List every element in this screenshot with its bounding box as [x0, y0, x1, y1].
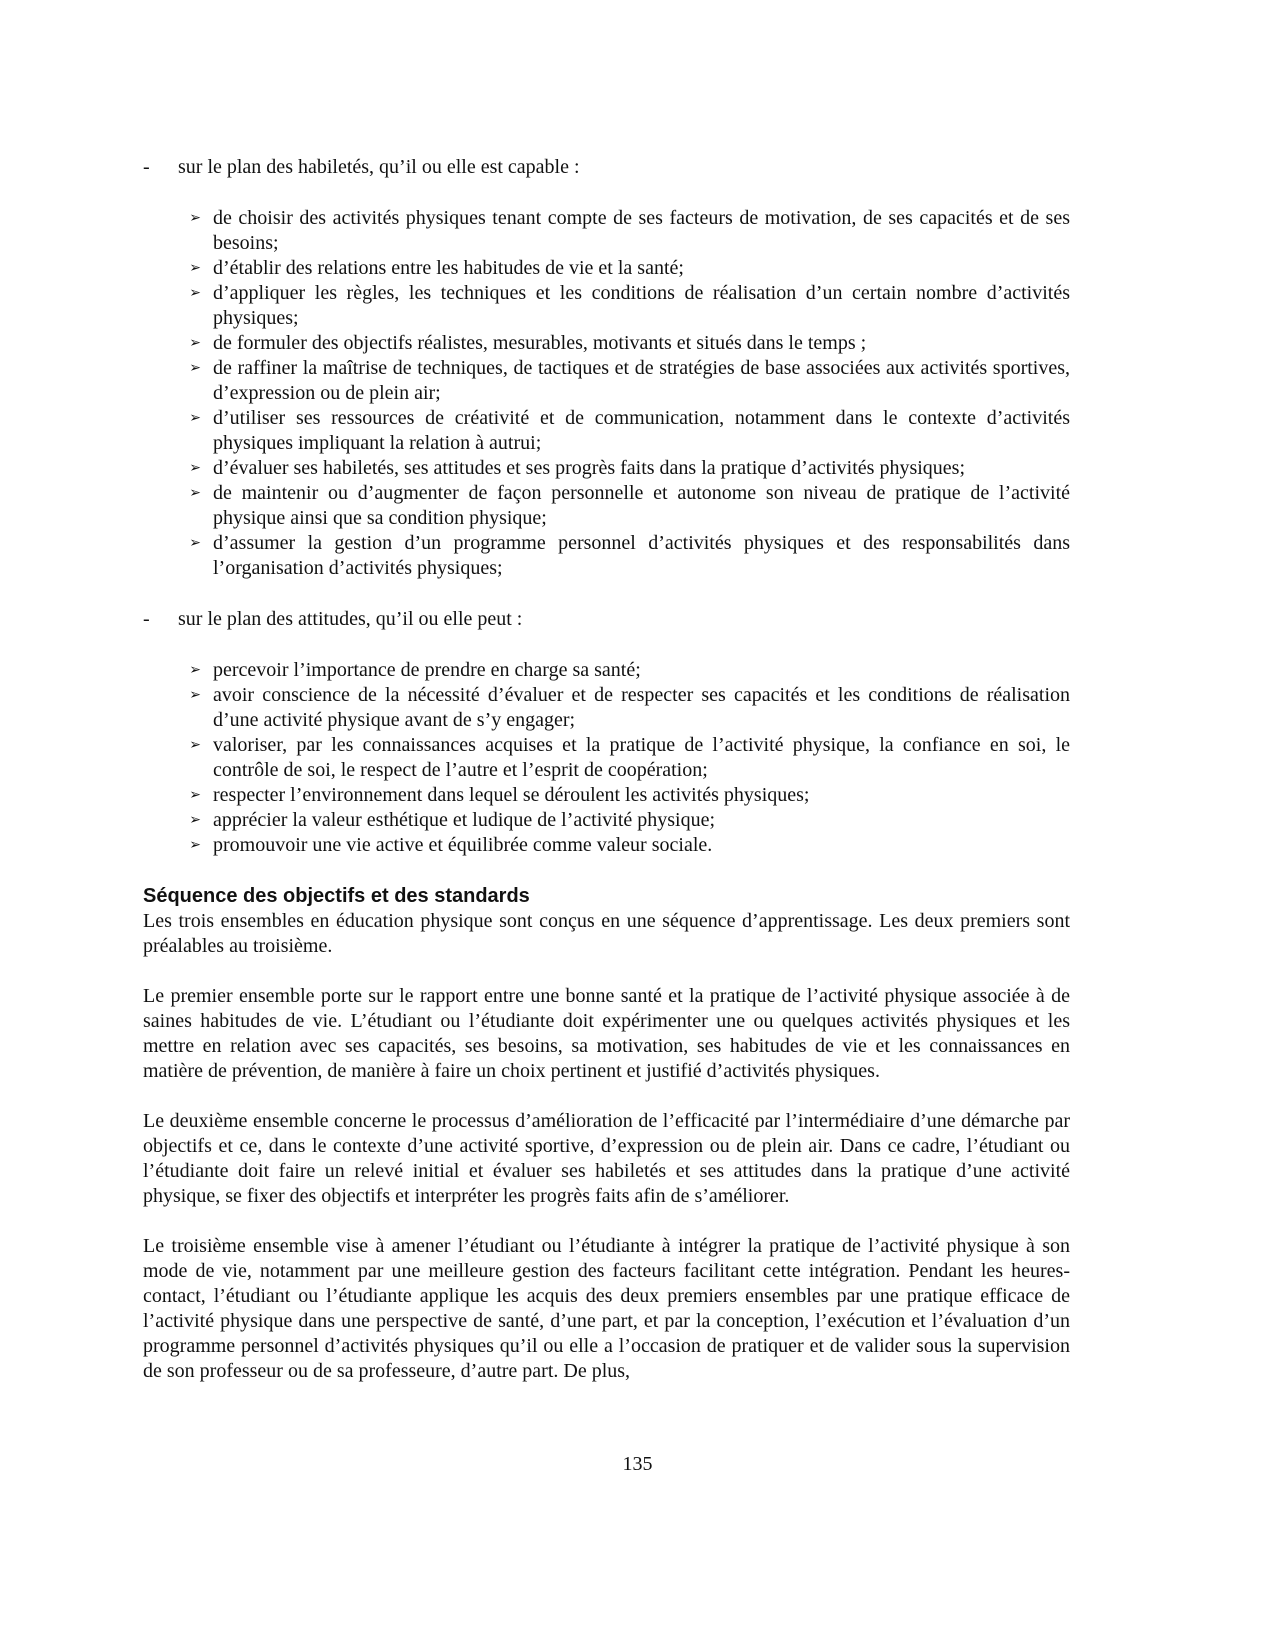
dash-marker: -: [143, 156, 150, 178]
list-item-text: d’utiliser ses ressources de créativité et de communication, notamment dans le contexte d’activités physiques impliquant la relation à autrui;: [213, 407, 1070, 454]
list-item: [143, 658, 1070, 683]
bullet-list: [143, 206, 1070, 581]
arrow-bullet-icon: ➢: [189, 687, 201, 703]
list-item: [143, 808, 1070, 833]
arrow-bullet-icon: ➢: [189, 210, 201, 226]
arrow-bullet-icon: ➢: [189, 837, 201, 853]
list-item: [143, 733, 1070, 783]
page-content: [143, 155, 1070, 1409]
list-item: [143, 331, 1070, 356]
list-item-text: percevoir l’importance de prendre en charge sa santé;: [213, 659, 641, 681]
list-intro-text: sur le plan des attitudes, qu’il ou elle peut :: [178, 608, 523, 630]
list-item-text: de raffiner la maîtrise de techniques, de tactiques et de stratégies de base associées aux activités sportives, d’expression ou de plein air;: [213, 357, 1070, 404]
list-item-text: d’établir des relations entre les habitudes de vie et la santé;: [213, 257, 684, 279]
arrow-bullet-icon: ➢: [189, 460, 201, 476]
arrow-bullet-icon: ➢: [189, 737, 201, 753]
list-item-text: de formuler des objectifs réalistes, mesurables, motivants et situés dans le temps ;: [213, 332, 867, 354]
bullet-list: [143, 658, 1070, 858]
arrow-bullet-icon: ➢: [189, 335, 201, 351]
list-item: [143, 356, 1070, 406]
spacer: [143, 858, 1070, 884]
dash-marker: -: [143, 608, 150, 630]
arrow-bullet-icon: ➢: [189, 787, 201, 803]
paragraph: Les trois ensembles en éducation physique sont conçus en une séquence d’apprentissage. Les deux premiers sont préalables au troisième.: [143, 910, 1070, 957]
list-item: [143, 456, 1070, 481]
list-item: [143, 256, 1070, 281]
list-item-text: valoriser, par les connaissances acquises et la pratique de l’activité physique, la confiance en soi, le contrôle de soi, le respect de l’autre et l’esprit de coopération;: [213, 734, 1070, 781]
list-item-text: apprécier la valeur esthétique et ludique de l’activité physique;: [213, 809, 716, 831]
list-item-text: de choisir des activités physiques tenant compte de ses facteurs de motivation, de ses capacités et de ses besoins;: [213, 207, 1070, 254]
list-item: [143, 683, 1070, 733]
spacer: [143, 581, 1070, 607]
arrow-bullet-icon: ➢: [189, 410, 201, 426]
list-item-text: d’évaluer ses habiletés, ses attitudes et ses progrès faits dans la pratique d’activités physiques;: [213, 457, 966, 479]
list-item-text: respecter l’environnement dans lequel se déroulent les activités physiques;: [213, 784, 810, 806]
list-item: [143, 481, 1070, 531]
list-item: [143, 281, 1070, 331]
arrow-bullet-icon: ➢: [189, 260, 201, 276]
list-item-text: d’assumer la gestion d’un programme personnel d’activités physiques et des responsabilités dans l’organisation d’activités physiques;: [213, 532, 1070, 579]
list-item: [143, 206, 1070, 256]
page-number: 135: [622, 1453, 653, 1475]
paragraph: Le troisième ensemble vise à amener l’étudiant ou l’étudiante à intégrer la pratique de l’activité physique à son mode de vie, notamment par une meilleure gestion des facteurs facilitant cette intégration. Pendant les heures-contact, l’étudiant ou l’étudiante applique les acquis des deux premiers ensembles par une pratique efficace de l’activité physique dans une perspective de santé, d’une part, et par la conception, l’exécution et l’évaluation d’un programme personnel d’activités physiques qu’il ou elle a l’occasion de pratiquer et de valider sous la supervision de son professeur ou de sa professeure, d’autre part. De plus,: [143, 1235, 1070, 1382]
arrow-bullet-icon: ➢: [189, 360, 201, 376]
paragraph: Le deuxième ensemble concerne le processus d’amélioration de l’efficacité par l’intermédiaire d’une démarche par objectifs et ce, dans le contexte d’une activité sportive, d’expression ou de plein air. Dans ce cadre, l’étudiant ou l’étudiante doit faire un relevé initial et évaluer ses habiletés et ses attitudes dans la pratique d’une activité physique, se fixer des objectifs et interpréter les progrès faits afin de s’améliorer.: [143, 1110, 1070, 1207]
list-item: [143, 833, 1070, 858]
arrow-bullet-icon: ➢: [189, 485, 201, 501]
list-intro-text: sur le plan des habiletés, qu’il ou elle est capable :: [178, 156, 580, 178]
list-item: [143, 531, 1070, 581]
list-item: [143, 783, 1070, 808]
paragraph: Le premier ensemble porte sur le rapport entre une bonne santé et la pratique de l’activité physique associée à de saines habitudes de vie. L’étudiant ou l’étudiante doit expérimenter une ou quelques activités physiques et les mettre en relation avec ses capacités, ses besoins, sa motivation, ses habitudes de vie et les connaissances en matière de prévention, de manière à faire un choix pertinent et justifié d’activités physiques.: [143, 985, 1070, 1082]
objectives-lists: [143, 155, 1070, 884]
list-item-text: promouvoir une vie active et équilibrée comme valeur sociale.: [213, 834, 713, 856]
list-item-text: avoir conscience de la nécessité d’évaluer et de respecter ses capacités et les conditions de réalisation d’une activité physique avant de s’y engager;: [213, 684, 1070, 731]
arrow-bullet-icon: ➢: [189, 535, 201, 551]
section-heading: Séquence des objectifs et des standards: [143, 885, 530, 907]
list-intro: [143, 607, 1070, 632]
arrow-bullet-icon: ➢: [189, 285, 201, 301]
list-item: [143, 406, 1070, 456]
list-intro: [143, 155, 1070, 180]
arrow-bullet-icon: ➢: [189, 812, 201, 828]
list-item-text: d’appliquer les règles, les techniques et les conditions de réalisation d’un certain nombre d’activités physiques;: [213, 282, 1070, 329]
body-paragraphs: [143, 909, 1070, 1384]
arrow-bullet-icon: ➢: [189, 662, 201, 678]
list-item-text: de maintenir ou d’augmenter de façon personnelle et autonome son niveau de pratique de l’activité physique ainsi que sa condition physique;: [213, 482, 1070, 529]
